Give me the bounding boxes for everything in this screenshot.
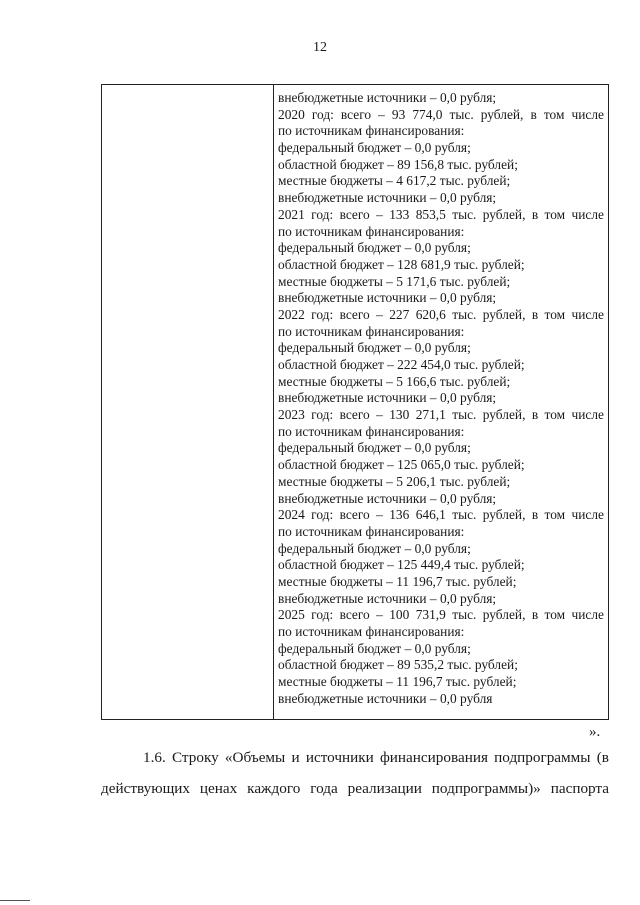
table-line: областной бюджет – 89 535,2 тыс. рублей; bbox=[278, 657, 518, 673]
table-line: местные бюджеты – 5 166,6 тыс. рублей; bbox=[278, 373, 511, 389]
paragraph-line-1-text: 1.6. Строку «Объемы и источники финансирования подпрограммы (в bbox=[143, 749, 609, 766]
table-line: по источникам финансирования: bbox=[278, 423, 465, 439]
table-line: местные бюджеты – 5 206,1 тыс. рублей; bbox=[278, 473, 511, 489]
table-line: местные бюджеты – 4 617,2 тыс. рублей; bbox=[278, 173, 511, 189]
table-line: федеральный бюджет – 0,0 рубля; bbox=[278, 240, 471, 256]
table-line: областной бюджет – 125 449,4 тыс. рублей; bbox=[278, 557, 525, 573]
table-line: федеральный бюджет – 0,0 рубля; bbox=[278, 640, 471, 656]
table-line: областной бюджет – 89 156,8 тыс. рублей; bbox=[278, 156, 518, 172]
table-line: по источникам финансирования: bbox=[278, 323, 465, 339]
table-line: внебюджетные источники – 0,0 рубля; bbox=[278, 590, 497, 606]
table-line: 2020 год: всего – 93 774,0 тыс. рублей, в том числе bbox=[278, 106, 604, 122]
table-line: внебюджетные источники – 0,0 рубля; bbox=[278, 290, 497, 306]
table-line: внебюджетные источники – 0,0 рубля; bbox=[278, 90, 497, 105]
table-line: федеральный бюджет – 0,0 рубля; bbox=[278, 140, 471, 156]
table-line: федеральный бюджет – 0,0 рубля; bbox=[278, 440, 471, 456]
table-line: 2023 год: всего – 130 271,1 тыс. рублей, в том числе bbox=[278, 407, 604, 423]
table-line: 2022 год: всего – 227 620,6 тыс. рублей, в том числе bbox=[278, 306, 604, 322]
table-line: местные бюджеты – 11 196,7 тыс. рублей; bbox=[278, 674, 517, 690]
footer-rule bbox=[0, 900, 30, 901]
table-line: по источникам финансирования: bbox=[278, 523, 465, 539]
paragraph-line-1 bbox=[101, 748, 609, 768]
table-line: внебюджетные источники – 0,0 рубля bbox=[278, 690, 493, 706]
table-line: областной бюджет – 125 065,0 тыс. рублей; bbox=[278, 457, 525, 473]
table-line: внебюджетные источники – 0,0 рубля; bbox=[278, 390, 497, 406]
table-line: 2021 год: всего – 133 853,5 тыс. рублей, в том числе bbox=[278, 206, 604, 222]
table-line: областной бюджет – 128 681,9 тыс. рублей; bbox=[278, 256, 525, 272]
table-line: внебюджетные источники – 0,0 рубля; bbox=[278, 490, 497, 506]
table-line: федеральный бюджет – 0,0 рубля; bbox=[278, 540, 471, 556]
table-line: 2024 год: всего – 136 646,1 тыс. рублей, в том числе bbox=[278, 507, 604, 523]
table-line: по источникам финансирования: bbox=[278, 223, 465, 239]
page-number: 12 bbox=[313, 40, 327, 55]
table-left-cell bbox=[102, 85, 274, 719]
table-line: по источникам финансирования: bbox=[278, 624, 465, 639]
closing-quote: ». bbox=[589, 724, 601, 740]
table-line: по источникам финансирования: bbox=[278, 123, 465, 139]
table-right-cell bbox=[278, 90, 604, 707]
table-line: внебюджетные источники – 0,0 рубля; bbox=[278, 190, 497, 206]
financing-table bbox=[101, 84, 609, 720]
table-line: 2025 год: всего – 100 731,9 тыс. рублей, в том числе bbox=[278, 607, 604, 623]
table-line: областной бюджет – 222 454,0 тыс. рублей; bbox=[278, 357, 525, 372]
table-line: федеральный бюджет – 0,0 рубля; bbox=[278, 340, 471, 356]
paragraph-line-2: действующих ценах каждого года реализации подпрограммы)» паспорта bbox=[101, 780, 609, 797]
table-line: местные бюджеты – 11 196,7 тыс. рублей; bbox=[278, 573, 517, 589]
table-line: местные бюджеты – 5 171,6 тыс. рублей; bbox=[278, 273, 511, 289]
